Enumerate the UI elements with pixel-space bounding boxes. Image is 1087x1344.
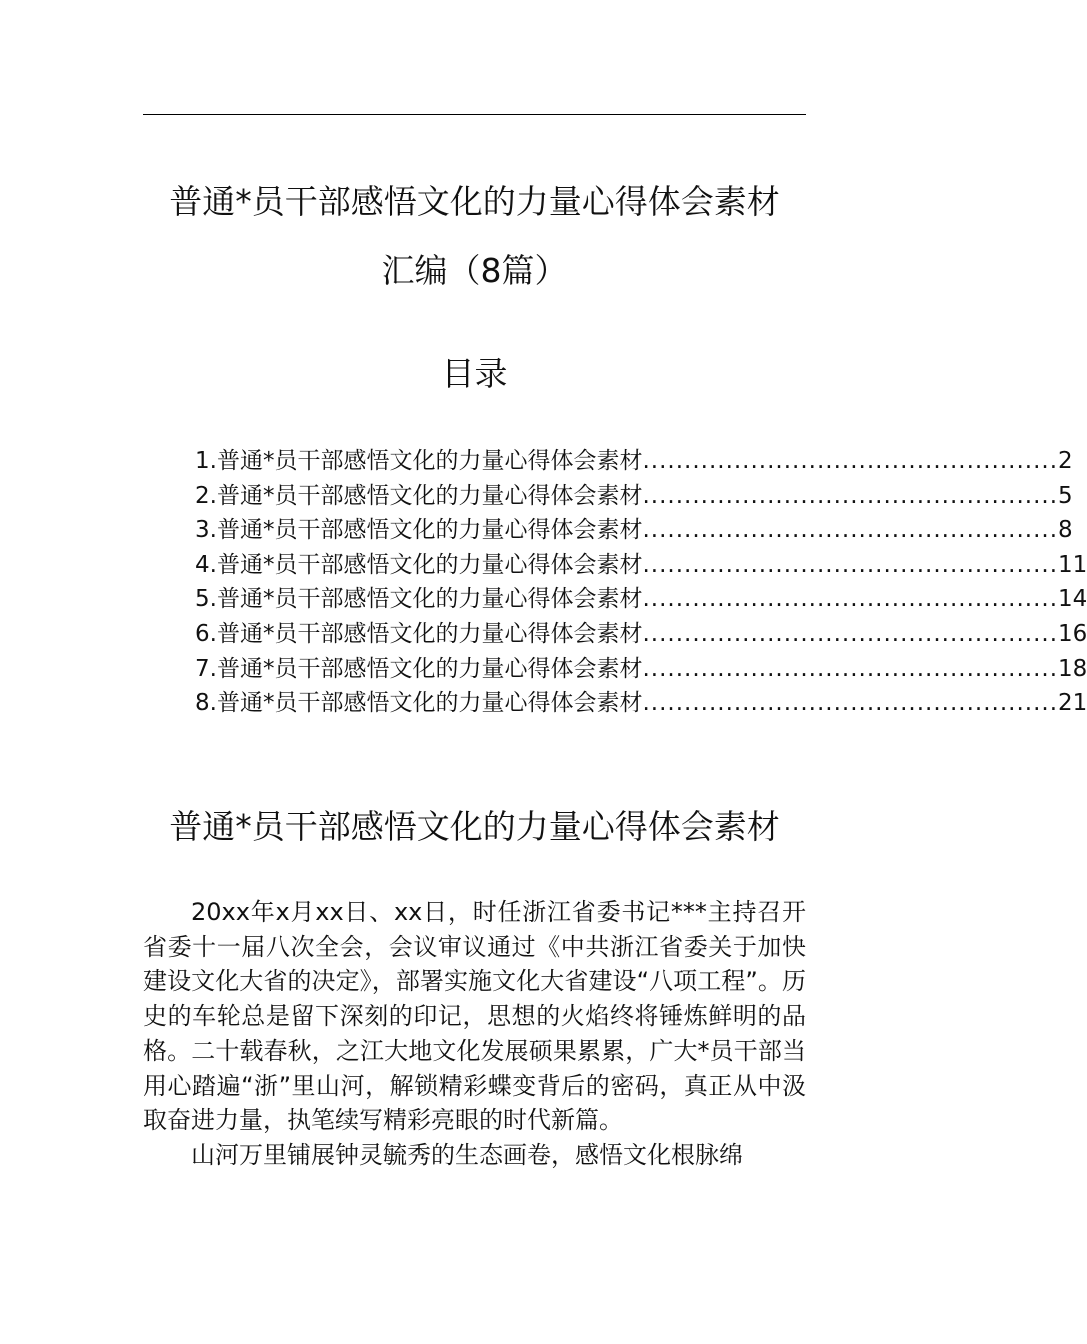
toc-leader: .................................................. bbox=[642, 551, 1059, 578]
header-rule bbox=[143, 114, 806, 115]
toc-leader: .................................................. bbox=[642, 586, 1059, 613]
document-title-line-2: 汇编（8篇） bbox=[381, 251, 568, 290]
toc-page-number: 5 bbox=[1058, 482, 1073, 509]
toc-leader: .................................................. bbox=[642, 517, 1059, 544]
toc-entry-text: 1.普通*员干部感悟文化的力量心得体会素材 bbox=[195, 448, 643, 474]
toc-item[interactable] bbox=[195, 652, 1087, 687]
toc-item[interactable] bbox=[195, 444, 1073, 479]
toc-page-number: 8 bbox=[1058, 517, 1073, 544]
toc-entry-text: 2.普通*员干部感悟文化的力量心得体会素材 bbox=[195, 482, 643, 509]
toc-entry-text: 8.普通*员干部感悟文化的力量心得体会素材 bbox=[195, 690, 643, 717]
toc-entry-text: 7.普通*员干部感悟文化的力量心得体会素材 bbox=[195, 655, 643, 682]
toc-entry-text: 4.普通*员干部感悟文化的力量心得体会素材 bbox=[195, 551, 643, 578]
toc-item[interactable] bbox=[195, 686, 1087, 721]
article-title: 普通*员干部感悟文化的力量心得体会素材 bbox=[169, 807, 780, 846]
toc-leader: .................................................. bbox=[642, 620, 1059, 647]
toc-entry-text: 5.普通*员干部感悟文化的力量心得体会素材 bbox=[195, 586, 643, 613]
body-paragraph: 20xx年x月xx日、xx日，时任浙江省委书记***主持召开省委十一届八次全会，会议审议通过《中共浙江省委关于加快建设文化大省的决定》，部署实施文化大省建设“八项工程”。历史的车轮总是留下深刻的印记，思想的火焰终将锤炼鲜明的品格。二十载春秋，之江大地文化发展硕果累累，广大*员干部当用心踏遍“浙”里山河，解锁精彩蝶变背后的密码，真正从中汲取奋进力量，执笔续写精彩亮眼的时代新篇。 bbox=[143, 898, 806, 1135]
toc-page-number: 16 bbox=[1058, 620, 1087, 647]
toc-page-number: 18 bbox=[1058, 655, 1087, 682]
body-paragraph: 山河万里铺展钟灵毓秀的生态画卷，感悟文化根脉绵 bbox=[191, 1140, 743, 1169]
table-of-contents bbox=[195, 444, 1087, 721]
toc-page-number: 21 bbox=[1058, 690, 1087, 717]
toc-leader: .................................................. bbox=[642, 655, 1059, 682]
toc-item[interactable] bbox=[195, 617, 1087, 652]
toc-leader: .................................................. bbox=[642, 690, 1059, 717]
toc-leader: .................................................. bbox=[642, 448, 1059, 474]
toc-item[interactable] bbox=[195, 548, 1087, 583]
toc-page-number: 2 bbox=[1058, 448, 1073, 474]
toc-item[interactable] bbox=[195, 582, 1087, 617]
toc-item[interactable] bbox=[195, 513, 1073, 548]
toc-item[interactable] bbox=[195, 479, 1073, 514]
toc-heading: 目录 bbox=[441, 354, 508, 393]
toc-page-number: 11 bbox=[1058, 551, 1087, 578]
toc-page-number: 14 bbox=[1058, 586, 1087, 613]
article-body bbox=[143, 895, 806, 1173]
toc-entry-text: 3.普通*员干部感悟文化的力量心得体会素材 bbox=[195, 517, 643, 544]
document-title-line-1: 普通*员干部感悟文化的力量心得体会素材 bbox=[169, 182, 780, 221]
toc-leader: .................................................. bbox=[642, 482, 1059, 509]
toc-entry-text: 6.普通*员干部感悟文化的力量心得体会素材 bbox=[195, 620, 643, 647]
